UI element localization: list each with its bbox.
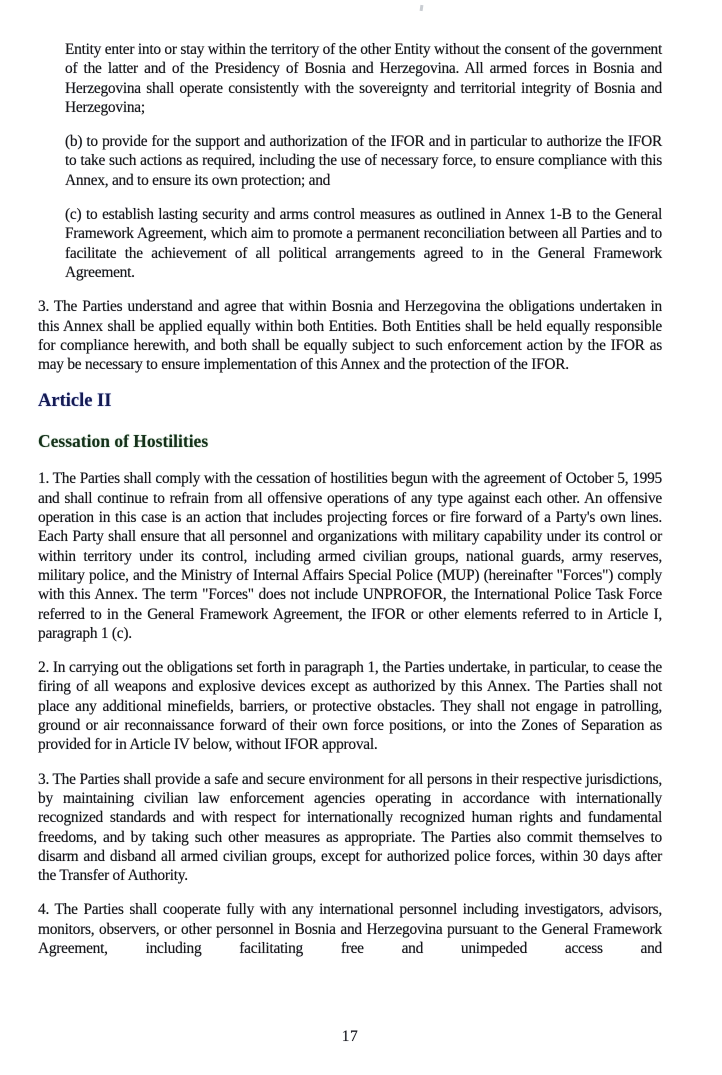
paragraph-3-cessation: 3. The Parties shall provide a safe and secure environment for all persons in their respective jurisdictions, by maintaining civilian law enforcement agencies operating in accordance with internationally recognized standards and with respect for internationally recognized human rights and fundamental freedoms, and by taking such other measures as appropriate. The Parties also commit themselves to disarm and disband all armed civilian groups, except for authorized police forces, within 30 days after the Transfer of Authority. [38,770,662,885]
paragraph-c: (c) to establish lasting security and arms control measures as outlined in Annex 1-B to the General Framework Agreement, which aim to promote a permanent reconciliation between all Parties and to facilitate the achievement of all political arrangements agreed to in the General Framework Agreement. [65,206,662,281]
paragraph-b: (b) to provide for the support and authorization of the IFOR and in particular to authorize the IFOR to take such actions as required, including the use of necessary force, to ensure compliance with this Annex, and to ensure its own protection; and [65,133,662,189]
page-number: 17 [341,1028,359,1045]
cessation-of-hostilities-heading: Cessation of Hostilities [38,431,209,452]
document-text-block [38,40,662,973]
article-ii-heading: Article II [38,391,112,412]
paragraph-3-article-i: 3. The Parties understand and agree that within Bosnia and Herzegovina the obligations undertaken in this Annex shall be applied equally within both Entities. Both Entities shall be held equally responsible for compliance herewith, and both shall be equally subject to such enforcement action by the IFOR as may be necessary to ensure implementation of this Annex and the protection of the IFOR. [38,298,662,374]
paragraph-4-cessation: 4. The Parties shall cooperate fully with any international personnel including investigators, advisors, monitors, observers, or other personnel in Bosnia and Herzegovina pursuant to the General Framework Agreement, including facilitating free and unimpeded access and [38,901,662,957]
paragraph-1-cessation: 1. The Parties shall comply with the cessation of hostilities begun with the agreement of October 5, 1995 and shall continue to refrain from all offensive operations of any type against each other. An offensive operation in this case is an action that includes projecting forces or fire forward of a Party's own lines. Each Party shall ensure that all personnel and organizations with military capability under its control or within territory under its control, including armed civilian groups, national guards, army reserves, military police, and the Ministry of Internal Affairs Special Police (MUP) (hereinafter "Forces") comply with this Annex. The term "Forces" does not include UNPROFOR, the International Police Task Force referred to in the General Framework Agreement, the IFOR or other elements referred to in Article I, paragraph 1 (c). [38,470,662,642]
paragraph-2-cessation: 2. In carrying out the obligations set forth in paragraph 1, the Parties undertake, in particular, to cease the firing of all weapons and explosive devices except as authorized by this Annex. The Parties shall not place any additional minefields, barriers, or protective obstacles. They shall not engage in patrolling, ground or air reconnaissance forward of their own force positions, or into the Zones of Separation as provided for in Article IV below, without IFOR approval. [38,659,662,754]
scan-artifact [420,5,424,11]
paragraph-a-continuation: Entity enter into or stay within the territory of the other Entity without the consent of the government of the latter and of the Presidency of Bosnia and Herzegovina. All armed forces in Bosnia and Herzegovina shall operate consistently with the sovereignty and territorial integrity of Bosnia and Herzegovina; [65,41,662,116]
